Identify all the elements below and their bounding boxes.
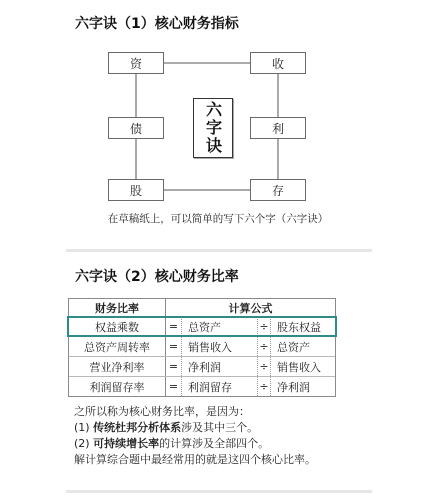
center-label: 六字诀 <box>203 101 223 155</box>
notes-point-2 <box>74 436 414 452</box>
equals-sign: = <box>166 317 182 336</box>
notes-point-1 <box>74 420 414 436</box>
ratio-name: 权益乘数 <box>69 317 166 336</box>
point-1-bold: 传统杜邦分析体系 <box>93 421 182 434</box>
point-1-suffix: 涉及其中三个。 <box>181 421 259 434</box>
notes-block <box>74 404 414 468</box>
section1-title: 六字诀（1）核心财务指标 <box>75 16 239 32</box>
numerator: 净利润 <box>182 357 258 376</box>
ratio-name: 总资产周转率 <box>69 337 166 356</box>
ratio-table <box>68 298 336 397</box>
divide-sign: ÷ <box>258 377 271 396</box>
notes-conclusion: 解计算综合题中最经常用的就是这四个核心比率。 <box>74 453 316 466</box>
node-liabilities: 债 <box>108 117 164 139</box>
equals-sign: = <box>166 357 182 376</box>
table-row <box>69 357 335 377</box>
table-row <box>69 377 335 396</box>
numerator: 销售收入 <box>182 337 258 356</box>
ratio-name: 营业净利率 <box>69 357 166 376</box>
node-equity: 股 <box>108 179 164 201</box>
point-2-prefix: (2) <box>74 437 94 450</box>
table-header-row <box>69 299 335 317</box>
denominator: 净利润 <box>277 380 310 394</box>
equals-sign: = <box>166 337 182 356</box>
section2-title: 六字诀（2）核心财务比率 <box>75 269 239 285</box>
denominator: 总资产 <box>277 340 310 354</box>
numerator: 利润留存 <box>182 377 258 396</box>
ratio-name: 利润留存率 <box>69 377 166 396</box>
equals-sign: = <box>166 377 182 396</box>
divide-sign: ÷ <box>258 357 271 376</box>
center-box <box>193 98 233 158</box>
point-2-suffix: 的计算涉及全部四个。 <box>159 437 270 450</box>
header-formula: 计算公式 <box>228 301 273 315</box>
denominator: 销售收入 <box>277 360 321 374</box>
point-1-prefix: (1) <box>74 421 94 434</box>
node-revenue: 收 <box>250 52 306 74</box>
node-retention: 存 <box>250 179 306 201</box>
node-assets: 资 <box>108 52 164 74</box>
section-divider <box>66 249 372 252</box>
point-2-bold: 可持续增长率 <box>93 437 160 450</box>
notes-intro: 之所以称为核心财务比率，是因为： <box>74 405 250 418</box>
node-profit: 利 <box>250 117 306 139</box>
header-ratio: 财务比率 <box>69 299 166 316</box>
numerator: 总资产 <box>182 317 258 336</box>
divide-sign: ÷ <box>258 317 271 336</box>
bottom-divider <box>66 490 372 493</box>
divide-sign: ÷ <box>258 337 271 356</box>
table-row <box>69 337 335 357</box>
denominator: 股东权益 <box>277 320 321 334</box>
diagram-caption: 在草稿纸上，可以简单的写下六个字（六字诀） <box>107 213 329 225</box>
table-row <box>69 317 335 337</box>
